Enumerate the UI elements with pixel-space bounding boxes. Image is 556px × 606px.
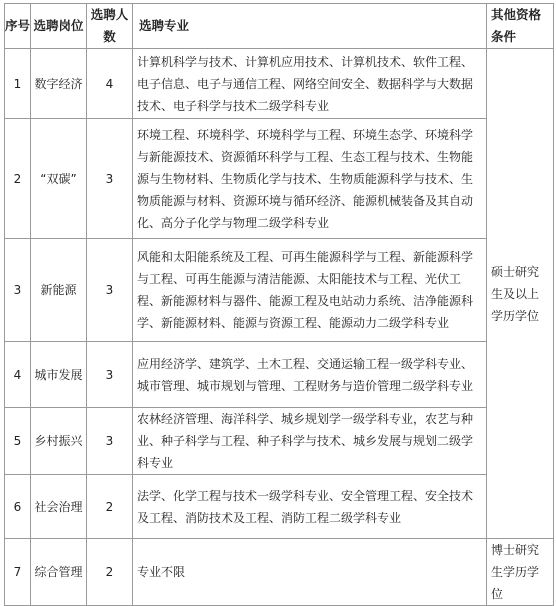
row-major: 法学、化学工程与技术一级学科专业、安全管理工程、安全技术及工程、消防技术及工程、消防工程二级学科专业	[133, 475, 487, 539]
table-row	[5, 475, 554, 539]
row-count: 3	[87, 119, 133, 239]
table-row	[5, 49, 554, 119]
other-conditions-masters: 硕士研究生及以上学历学位	[487, 49, 554, 539]
row-seq: 7	[5, 539, 31, 606]
table-row	[5, 239, 554, 342]
header-position: 选聘岗位	[31, 4, 87, 49]
row-count: 2	[87, 539, 133, 606]
header-row	[5, 4, 554, 49]
header-seq: 序号	[5, 4, 31, 49]
row-count: 2	[87, 475, 133, 539]
row-major: 环境工程、环境科学、环境科学与工程、环境生态学、环境科学与新能源技术、资源循环科学与工程、生态工程与技术、生物能源与生物材料、生物质化学与技术、生物质能源科学与技术、生物质能源与材料、资源环境与循环经济、能源机械装备及其自动化、高分子化学与物理二级学科专业	[133, 119, 487, 239]
row-seq: 1	[5, 49, 31, 119]
row-seq: 6	[5, 475, 31, 539]
recruitment-table	[4, 3, 554, 606]
table-row	[5, 408, 554, 475]
row-position: 数字经济	[31, 49, 87, 119]
row-seq: 3	[5, 239, 31, 342]
row-position: 综合管理	[31, 539, 87, 606]
other-conditions-doctoral: 博士研究生学历学位	[487, 539, 554, 606]
row-position: 乡村振兴	[31, 408, 87, 475]
row-major: 应用经济学、建筑学、土木工程、交通运输工程一级学科专业、城市管理、城市规划与管理、工程财务与造价管理二级学科专业	[133, 342, 487, 408]
header-other-conditions: 其他资格条件	[487, 4, 554, 49]
row-seq: 2	[5, 119, 31, 239]
table-row	[5, 119, 554, 239]
row-count: 3	[87, 239, 133, 342]
row-major: 计算机科学与技术、计算机应用技术、计算机技术、软件工程、电子信息、电子与通信工程、网络空间安全、数据科学与大数据技术、电子科学与技术二级学科专业	[133, 49, 487, 119]
row-position: “双碳”	[31, 119, 87, 239]
row-position: 城市发展	[31, 342, 87, 408]
header-count: 选聘人数	[87, 4, 133, 49]
header-major: 选聘专业	[133, 4, 487, 49]
row-major: 风能和太阳能系统及工程、可再生能源科学与工程、新能源科学与工程、可再生能源与清洁能源、太阳能技术与工程、光伏工程、新能源材料与器件、能源工程及电站动力系统、洁净能源科学、新能源材料、能源与资源工程、能源动力二级学科专业	[133, 239, 487, 342]
row-major: 农林经济管理、海洋科学、城乡规划学一级学科专业，农艺与种业、种子科学与工程、种子科学与技术、城乡发展与规划二级学科专业	[133, 408, 487, 475]
row-seq: 5	[5, 408, 31, 475]
row-count: 4	[87, 49, 133, 119]
row-position: 社会治理	[31, 475, 87, 539]
table-row	[5, 342, 554, 408]
row-count: 3	[87, 408, 133, 475]
row-count: 3	[87, 342, 133, 408]
row-seq: 4	[5, 342, 31, 408]
row-major: 专业不限	[133, 539, 487, 606]
row-position: 新能源	[31, 239, 87, 342]
table-row	[5, 539, 554, 606]
